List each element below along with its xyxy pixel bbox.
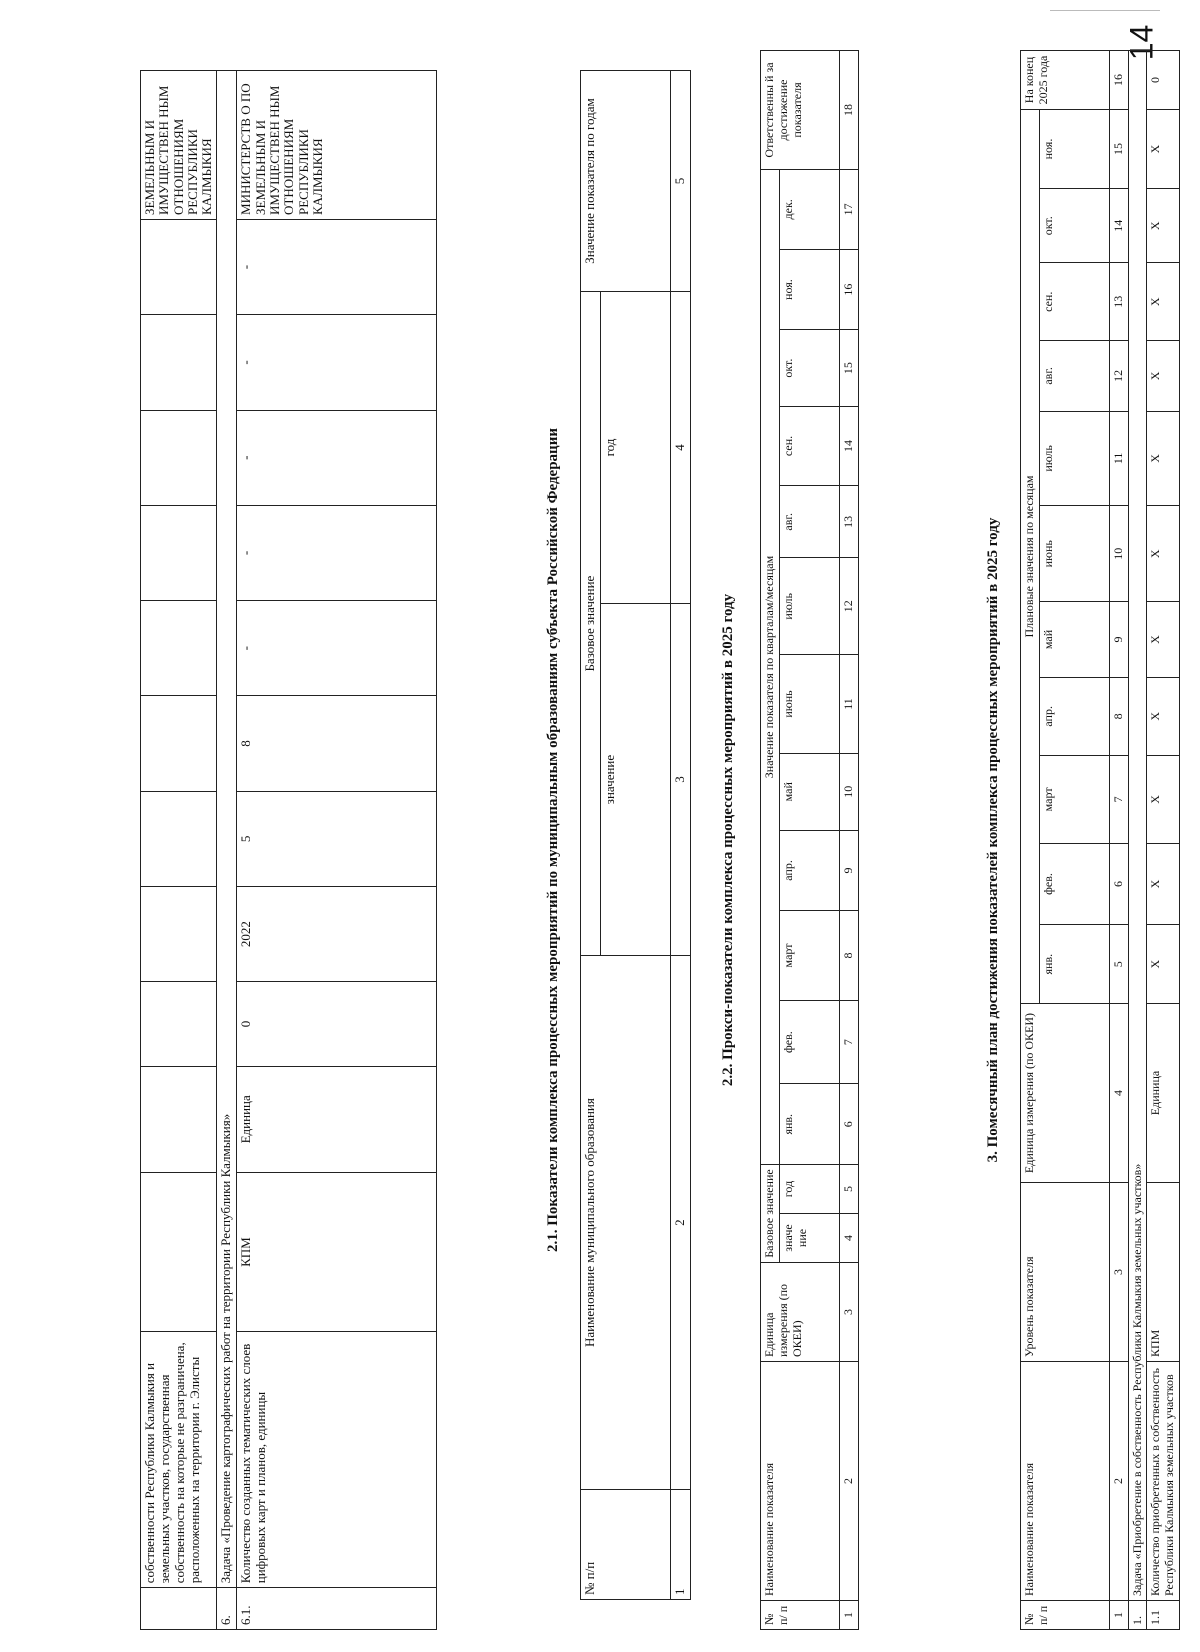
col-unit: Единица измерения (по ОКЕИ) <box>761 1263 840 1362</box>
row-num: 6.1. <box>237 1588 437 1630</box>
num-cell: 14 <box>1109 189 1128 263</box>
row-level: КПМ <box>1147 1183 1180 1362</box>
num-cell: 11 <box>1109 411 1128 505</box>
row-x: X <box>1147 677 1180 756</box>
col-years: Значение показателя по годам <box>581 71 671 292</box>
table-row <box>581 71 601 1600</box>
table-row <box>237 71 437 1630</box>
num-cell: 5 <box>1109 925 1128 1004</box>
num-cell: 3 <box>1109 1183 1128 1362</box>
col-base-year: год <box>600 292 670 604</box>
month-header: окт. <box>1039 189 1109 263</box>
num-cell: 2 <box>839 1362 858 1601</box>
row-unit: Единица <box>1147 1004 1180 1183</box>
num-cell: 5 <box>670 71 690 292</box>
num-cell: 16 <box>839 249 858 330</box>
table-row <box>1021 51 1040 1630</box>
month-header: ноя. <box>779 249 839 330</box>
num-cell: 10 <box>839 753 858 830</box>
month-header: март <box>779 911 839 1001</box>
rotated-page-content <box>140 50 1200 1630</box>
col-base-value: значе ние <box>779 1214 839 1263</box>
row-level: КПМ <box>237 1172 437 1332</box>
month-header: фев. <box>779 1000 839 1084</box>
table-row <box>761 51 780 1630</box>
num-cell: 4 <box>839 1214 858 1263</box>
col-base-value: значение <box>600 603 670 955</box>
row-name: Количество созданных тематических слоев цифровых карт и планов, единицы <box>237 1332 437 1588</box>
num-cell: 15 <box>1109 110 1128 189</box>
num-cell: 5 <box>839 1165 858 1214</box>
task-text: Задача «Проведение картографических работ на территории Республики Калмыкия» <box>217 71 237 1588</box>
row-x: X <box>1147 189 1180 263</box>
row-base: 0 <box>237 982 437 1067</box>
month-header: май <box>779 753 839 830</box>
col-num: № п/ п <box>1021 1601 1110 1630</box>
month-header: авг. <box>1039 341 1109 412</box>
section-3-title: 3. Помесячный план достижения показателей комплекса процессных мероприятий в 2025 году <box>985 517 1001 1163</box>
num-cell: 1 <box>1109 1601 1128 1630</box>
table-row <box>141 71 217 1630</box>
top-indicators-table <box>140 70 437 1630</box>
month-header: ноя. <box>1039 110 1109 189</box>
month-header: сен. <box>779 406 839 486</box>
num-cell: 13 <box>839 486 858 558</box>
section-2-2-title: 2.2. Прокси-показатели комплекса процессных мероприятий в 2025 году <box>720 593 736 1087</box>
num-cell: 9 <box>1109 602 1128 677</box>
row-x: X <box>1147 602 1180 677</box>
row-year: 2022 <box>237 886 437 981</box>
col-resp: Ответственны й за достижение показателя <box>761 51 840 170</box>
num-cell: 12 <box>1109 341 1128 412</box>
num-cell: 13 <box>1109 263 1128 341</box>
num-cell: 18 <box>839 51 858 170</box>
month-header: апр. <box>779 830 839 910</box>
table-row <box>1109 51 1128 1630</box>
row-x: X <box>1147 756 1180 843</box>
num-cell: 14 <box>839 406 858 486</box>
col-unit: Единица измерения (по ОКЕИ) <box>1021 1004 1110 1183</box>
table-row <box>670 71 690 1600</box>
col-values: Значение показателя по кварталам/месяцам <box>761 170 780 1165</box>
row-dash: - <box>237 505 437 600</box>
month-header: июль <box>779 558 839 655</box>
cont-row-responsible: ЗЕМЕЛЬНЫМ И ИМУЩЕСТВЕН НЫМ ОТНОШЕНИЯМ РЕСПУБЛИКИ КАЛМЫКИЯ <box>141 71 217 220</box>
num-cell: 8 <box>1109 677 1128 756</box>
col-level: Уровень показателя <box>1021 1183 1110 1362</box>
table-row <box>217 71 237 1630</box>
col-base: Базовое значение <box>581 292 601 956</box>
row-dash: - <box>237 219 437 314</box>
num-cell: 6 <box>1109 843 1128 925</box>
row-v1: 5 <box>237 791 437 886</box>
row-x: X <box>1147 411 1180 505</box>
month-header: фев. <box>1039 843 1109 925</box>
col-name: Наименование показателя <box>1021 1362 1110 1601</box>
num-cell: 1 <box>839 1601 858 1630</box>
col-plan: Плановые значения по месяцам <box>1021 110 1040 1004</box>
month-header: июль <box>1039 411 1109 505</box>
page-number: 14 <box>1123 24 1160 61</box>
num-cell: 2 <box>670 956 690 1490</box>
row-responsible: МИНИСТЕРСТВ О ПО ЗЕМЕЛЬНЫМ И ИМУЩЕСТВЕН НЫМ ОТНОШЕНИЯМ РЕСПУБЛИКИ КАЛМЫКИЯ <box>237 71 437 220</box>
num-cell: 3 <box>670 603 690 955</box>
num-cell: 7 <box>1109 756 1128 843</box>
num-cell: 11 <box>839 655 858 754</box>
row-end: 0 <box>1147 51 1180 110</box>
num-cell: 6 <box>839 1084 858 1165</box>
row-name: Количество приобретенных в собственность Республики Калмыкия земельных участков <box>1147 1362 1180 1601</box>
col-name: Наименование показателя <box>761 1362 840 1601</box>
month-header: янв. <box>1039 925 1109 1004</box>
municipal-indicators-table <box>580 70 691 1600</box>
cont-row-text: собственности Республики Калмыкия и земельных участков, государственная собственность на которые не разграничена, расположенных на территории г. Элисты <box>141 1332 217 1588</box>
table-row <box>1128 51 1147 1630</box>
col-num: № п/п <box>581 1490 671 1600</box>
row-x: X <box>1147 263 1180 341</box>
task-num: 6. <box>217 1588 237 1630</box>
num-cell: 3 <box>839 1263 858 1362</box>
month-header: янв. <box>779 1084 839 1165</box>
month-header: май <box>1039 602 1109 677</box>
row-unit: Единица <box>237 1066 437 1172</box>
col-base-year: год <box>779 1165 839 1214</box>
task-text: Задача «Приобретение в собственность Республики Калмыкия земельных участков» <box>1128 51 1147 1601</box>
num-cell: 2 <box>1109 1362 1128 1601</box>
row-dash: - <box>237 410 437 505</box>
month-header: авг. <box>779 486 839 558</box>
num-cell: 12 <box>839 558 858 655</box>
table-row <box>1147 51 1180 1630</box>
num-cell: 16 <box>1109 51 1128 110</box>
num-cell: 4 <box>670 292 690 604</box>
table-row <box>839 51 858 1630</box>
month-header: окт. <box>779 330 839 406</box>
month-header: июнь <box>1039 506 1109 602</box>
month-header: сен. <box>1039 263 1109 341</box>
num-cell: 15 <box>839 330 858 406</box>
col-base: Базовое значение <box>761 1165 780 1263</box>
num-cell: 17 <box>839 170 858 250</box>
task-num: 1. <box>1128 1601 1147 1630</box>
row-dash: - <box>237 601 437 696</box>
row-x: X <box>1147 925 1180 1004</box>
section-2-1-title: 2.1. Показатели комплекса процессных мероприятий по муниципальным образованиям субъекта Российской Федерации <box>545 428 561 1252</box>
row-v2: 8 <box>237 696 437 791</box>
row-x: X <box>1147 341 1180 412</box>
monthly-plan-table <box>1020 50 1180 1630</box>
row-dash: - <box>237 315 437 410</box>
num-cell: 8 <box>839 911 858 1001</box>
col-name: Наименование муниципального образования <box>581 956 671 1490</box>
row-x: X <box>1147 110 1180 189</box>
num-cell: 4 <box>1109 1004 1128 1183</box>
num-cell: 1 <box>670 1490 690 1600</box>
month-header: март <box>1039 756 1109 843</box>
row-x: X <box>1147 506 1180 602</box>
proxy-indicators-table <box>760 50 859 1630</box>
num-cell: 10 <box>1109 506 1128 602</box>
row-x: X <box>1147 843 1180 925</box>
month-header: дек. <box>779 170 839 250</box>
month-header: апр. <box>1039 677 1109 756</box>
col-end: На конец 2025 года <box>1021 51 1110 110</box>
row-num: 1.1 <box>1147 1601 1180 1630</box>
header-rule <box>1050 10 1160 11</box>
num-cell: 9 <box>839 830 858 910</box>
col-num: № п/ п <box>761 1601 840 1630</box>
month-header: июнь <box>779 655 839 754</box>
num-cell: 7 <box>839 1000 858 1084</box>
